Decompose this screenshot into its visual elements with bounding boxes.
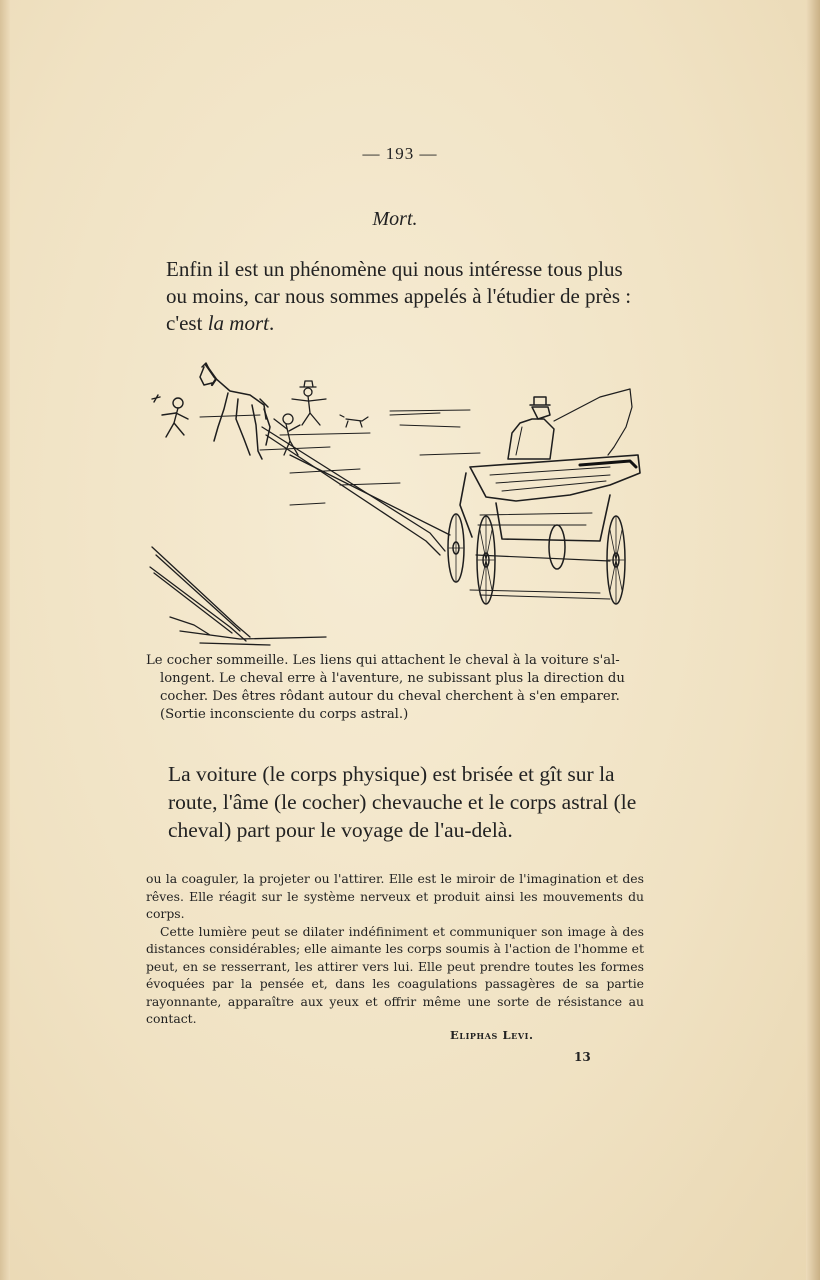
section-title: Mort. xyxy=(372,208,418,230)
signature-number: 13 xyxy=(574,1050,591,1064)
horse xyxy=(200,363,270,459)
figure-with-hat xyxy=(292,381,326,425)
intro-text-after: . xyxy=(268,311,275,335)
footnote-paragraph-2: Cette lumière peut se dilater indéfiniment et communiquer son image à des distances considérables; elle aimante les corps soumis à l'action de l'homme et peut, en se resserrant, les attirer vers lui. Elle peut prendre toutes les formes évoquées par la pensée et, dans les coagulations passagères de sa partie rayonnante, apparaître aux yeux et offrir même une sorte de résistance au contact. xyxy=(146,923,644,1026)
intro-emphasis: la mort xyxy=(207,311,269,335)
carriage-illustration xyxy=(140,355,650,655)
intro-text-before: Enfin il est un phénomène qui nous intéresse tous plus ou moins, car nous sommes appelés à l'étudier de près : c'est xyxy=(166,257,632,335)
footnote-paragraph-1: ou la coaguler, la projeter ou l'attirer. Elle est le miroir de l'imagination et des rêves. Elle réagit sur le système nerveux et produit ainsi les mouvements du corps. xyxy=(146,871,644,921)
page-edge-right xyxy=(806,0,820,1280)
stretched-reins xyxy=(262,427,450,555)
broken-shafts xyxy=(150,547,326,645)
main-paragraph: La voiture (le corps physique) est brisée et gît sur la route, l'âme (le cocher) chevauche et le corps astral (le cheval) part pour le voyage de l'au-delà. xyxy=(168,762,637,842)
page-edge-left xyxy=(0,0,10,1280)
page-number: — 193 — xyxy=(362,144,438,163)
intro-paragraph xyxy=(166,256,646,337)
ground-lines xyxy=(200,410,610,599)
small-dog xyxy=(340,415,368,427)
quotation-author: Eliphas Levi. xyxy=(450,1028,534,1042)
running-figure-left xyxy=(152,395,188,437)
caption-line-1: Le cocher sommeille. Les liens qui attachent le cheval à la voiture s'al- xyxy=(146,653,620,668)
caption-continuation: longent. Le cheval erre à l'aventure, ne subissant plus la direction du cocher. Des êtres rôdant autour du cheval cherchent à s'en emparer. (Sortie inconsciente du corps astral.) xyxy=(160,671,625,722)
illustration-caption xyxy=(146,652,644,724)
whip xyxy=(554,389,632,455)
sleeping-coachman xyxy=(508,397,554,459)
footnote-quotation xyxy=(146,870,644,1028)
